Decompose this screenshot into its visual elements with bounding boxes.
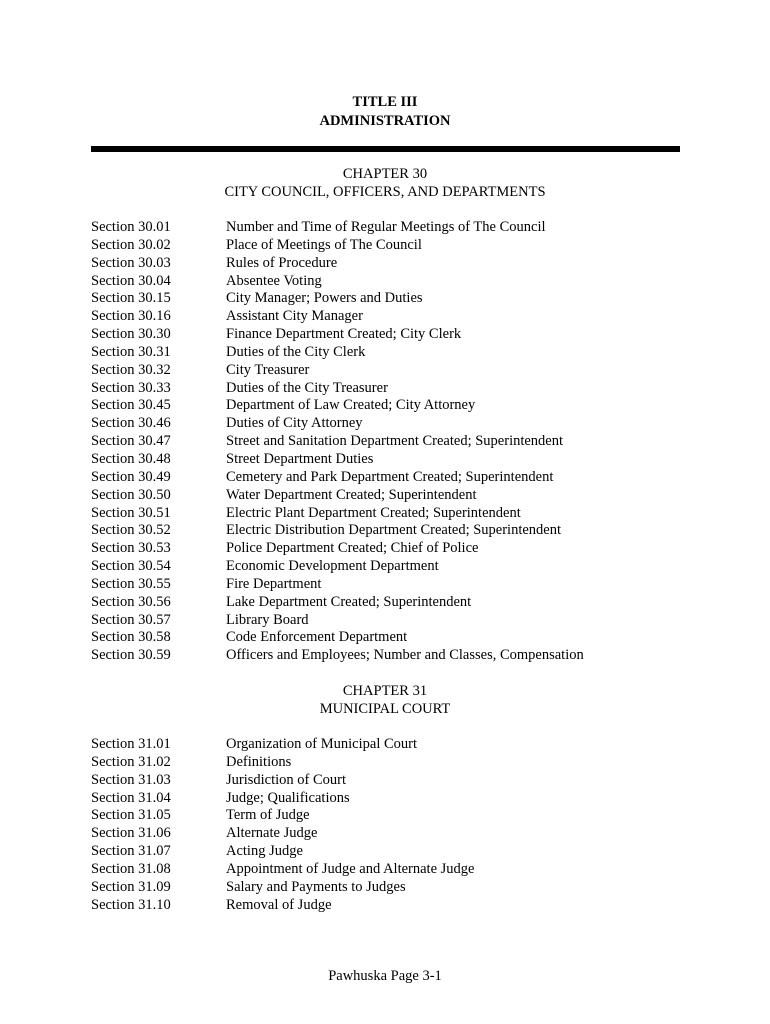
section-number: Section 31.04 [91, 789, 171, 806]
section-title: Officers and Employees; Number and Classes, Compensation [226, 647, 584, 664]
chapter-name: CITY COUNCIL, OFFICERS, AND DEPARTMENTS [224, 184, 546, 200]
section-number: Section 30.45 [91, 397, 171, 414]
section-title: Economic Development Department [226, 558, 439, 575]
section-title: Duties of the City Clerk [226, 343, 366, 360]
section-title: Term of Judge [226, 807, 310, 824]
section-row [91, 397, 691, 415]
section-title: Salary and Payments to Judges [226, 878, 406, 895]
section-title: Rules of Procedure [226, 254, 338, 271]
section-title: Water Department Created; Superintendent [226, 486, 477, 503]
section-title: Street and Sanitation Department Created; Superintendent [226, 433, 564, 450]
section-number: Section 31.08 [91, 860, 171, 877]
chapter-heading [0, 682, 770, 718]
section-number: Section 30.02 [91, 236, 171, 253]
section-number: Section 30.33 [91, 379, 171, 396]
section-number: Section 31.05 [91, 807, 171, 824]
section-row [91, 540, 691, 558]
section-number: Section 30.03 [91, 254, 171, 271]
section-title: Department of Law Created; City Attorney [226, 397, 476, 414]
section-title: Library Board [226, 611, 309, 628]
section-row [91, 290, 691, 308]
section-number: Section 30.31 [91, 343, 171, 360]
section-number: Section 30.48 [91, 450, 171, 467]
subtitle: ADMINISTRATION [319, 113, 451, 129]
section-row [91, 344, 691, 362]
section-row [91, 754, 691, 772]
section-number: Section 30.16 [91, 308, 171, 325]
section-row [91, 415, 691, 433]
chapter-name: MUNICIPAL COURT [319, 701, 451, 717]
page-footer [0, 967, 770, 985]
section-row [91, 219, 691, 237]
section-number: Section 30.50 [91, 486, 171, 503]
section-row [91, 807, 691, 825]
title: TITLE III [352, 94, 418, 110]
section-title: Cemetery and Park Department Created; Superintendent [226, 468, 554, 485]
section-row [91, 380, 691, 398]
page-number: Pawhuska Page 3-1 [328, 968, 442, 984]
horizontal-rule [91, 146, 680, 152]
section-row [91, 879, 691, 897]
section-title: Absentee Voting [226, 272, 322, 289]
section-row [91, 487, 691, 505]
section-row [91, 843, 691, 861]
section-row [91, 237, 691, 255]
section-number: Section 30.04 [91, 272, 171, 289]
section-number: Section 31.01 [91, 736, 171, 752]
section-title: Definitions [226, 753, 292, 770]
section-number: Section 30.30 [91, 326, 171, 343]
section-number: Section 31.10 [91, 896, 171, 913]
section-number: Section 30.57 [91, 611, 171, 628]
section-title: Police Department Created; Chief of Police [226, 540, 479, 557]
section-number: Section 30.56 [91, 593, 171, 610]
section-number: Section 30.47 [91, 433, 171, 450]
section-number: Section 30.58 [91, 629, 171, 646]
section-row [91, 255, 691, 273]
section-title: Appointment of Judge and Alternate Judge [226, 860, 475, 877]
section-title: Alternate Judge [226, 825, 318, 842]
section-number: Section 30.51 [91, 504, 171, 521]
section-title: City Treasurer [226, 361, 310, 378]
section-row [91, 558, 691, 576]
section-title: Judge; Qualifications [226, 789, 350, 806]
section-number: Section 31.07 [91, 843, 171, 860]
section-row [91, 522, 691, 540]
section-title: Duties of City Attorney [226, 415, 363, 432]
section-title: Acting Judge [226, 843, 303, 860]
section-number: Section 30.32 [91, 361, 171, 378]
section-row [91, 576, 691, 594]
section-row [91, 433, 691, 451]
section-title: Place of Meetings of The Council [226, 236, 422, 253]
section-number: Section 30.55 [91, 575, 171, 592]
section-number: Section 30.54 [91, 558, 171, 575]
section-title: Lake Department Created; Superintendent [226, 593, 472, 610]
section-title: Duties of the City Treasurer [226, 379, 388, 396]
section-title: Electric Distribution Department Created; Superintendent [226, 522, 562, 539]
section-row [91, 790, 691, 808]
section-title: Jurisdiction of Court [226, 771, 347, 788]
title-block [0, 93, 770, 131]
section-title: Organization of Municipal Court [226, 736, 418, 752]
section-list [91, 736, 691, 914]
section-number: Section 30.49 [91, 468, 171, 485]
section-row [91, 897, 691, 915]
section-row [91, 612, 691, 630]
section-title: City Manager; Powers and Duties [226, 290, 423, 307]
section-number: Section 31.02 [91, 753, 171, 770]
section-row [91, 594, 691, 612]
section-row [91, 825, 691, 843]
section-row [91, 469, 691, 487]
section-number: Section 31.09 [91, 878, 171, 895]
section-number: Section 30.59 [91, 647, 171, 664]
section-title: Code Enforcement Department [226, 629, 408, 646]
section-title: Removal of Judge [226, 896, 332, 913]
section-list [91, 219, 691, 665]
section-number: Section 30.46 [91, 415, 171, 432]
section-number: Section 31.06 [91, 825, 171, 842]
section-title: Assistant City Manager [226, 308, 363, 325]
section-number: Section 31.03 [91, 771, 171, 788]
chapter-heading [0, 165, 770, 201]
section-row [91, 772, 691, 790]
section-title: Electric Plant Department Created; Superintendent [226, 504, 521, 521]
section-title: Fire Department [226, 575, 322, 592]
section-row [91, 736, 691, 754]
section-row [91, 505, 691, 523]
section-row [91, 647, 691, 665]
section-number: Section 30.15 [91, 290, 171, 307]
chapter-number: CHAPTER 30 [342, 166, 428, 182]
section-row [91, 861, 691, 879]
section-number: Section 30.01 [91, 219, 171, 235]
section-row [91, 326, 691, 344]
section-row [91, 308, 691, 326]
section-title: Finance Department Created; City Clerk [226, 326, 462, 343]
section-title: Street Department Duties [226, 450, 374, 467]
section-number: Section 30.52 [91, 522, 171, 539]
section-row [91, 629, 691, 647]
section-row [91, 451, 691, 469]
section-number: Section 30.53 [91, 540, 171, 557]
section-title: Number and Time of Regular Meetings of The Council [226, 219, 546, 235]
section-row [91, 362, 691, 380]
section-row [91, 273, 691, 291]
chapter-number: CHAPTER 31 [342, 683, 428, 699]
